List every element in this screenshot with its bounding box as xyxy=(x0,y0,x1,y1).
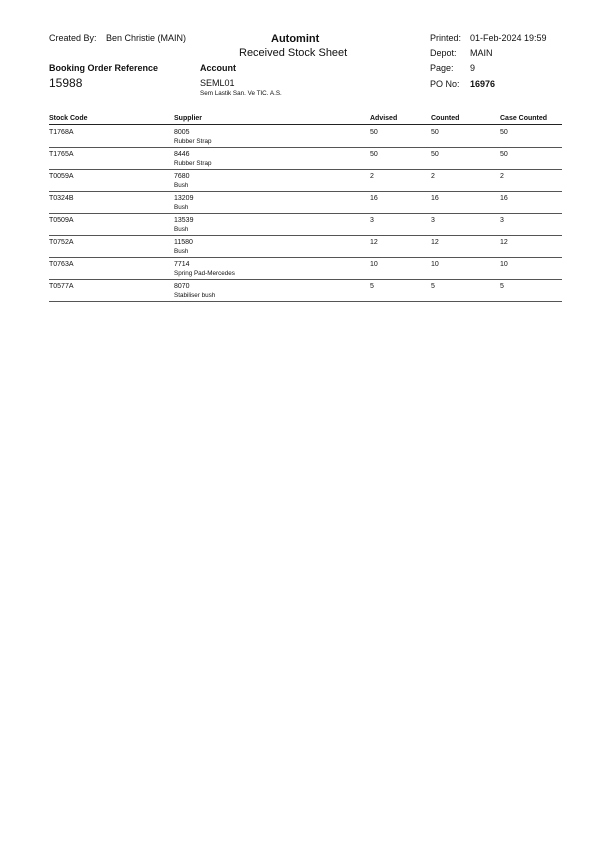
counted-cell: 50 xyxy=(431,129,439,136)
supplier-code-cell: 8005 xyxy=(174,129,190,136)
po-label: PO No: xyxy=(430,79,460,89)
column-header-advised: Advised xyxy=(370,115,398,122)
counted-cell: 12 xyxy=(431,239,439,246)
stock-code-cell: T0059A xyxy=(49,173,74,180)
case-counted-cell: 2 xyxy=(500,173,504,180)
column-header-supplier: Supplier xyxy=(174,115,203,122)
advised-cell: 2 xyxy=(370,173,374,180)
description-cell: Stabiliser bush xyxy=(174,292,216,299)
stock-code-cell: T1765A xyxy=(49,151,74,158)
row-divider xyxy=(49,147,562,148)
supplier-code-cell: 7680 xyxy=(174,173,190,180)
description-cell: Bush xyxy=(174,226,189,233)
description-cell: Spring Pad-Mercedes xyxy=(174,270,235,277)
description-cell: Bush xyxy=(174,248,189,255)
created-by-value: Ben Christie (MAIN) xyxy=(106,33,187,43)
advised-cell: 5 xyxy=(370,283,374,290)
account-label: Account xyxy=(200,63,236,73)
advised-cell: 12 xyxy=(370,239,378,246)
table-header-rule xyxy=(49,124,562,125)
supplier-code-cell: 7714 xyxy=(174,261,190,268)
supplier-code-cell: 13209 xyxy=(174,195,194,202)
counted-cell: 5 xyxy=(431,283,435,290)
stock-code-cell: T0752A xyxy=(49,239,74,246)
advised-cell: 3 xyxy=(370,217,374,224)
case-counted-cell: 10 xyxy=(500,261,508,268)
case-counted-cell: 50 xyxy=(500,129,508,136)
printed-value: 01-Feb-2024 19:59 xyxy=(470,33,547,43)
company-name: Automint xyxy=(271,33,320,45)
account-code: SEML01 xyxy=(200,78,235,88)
column-header-counted: Counted xyxy=(431,115,460,122)
case-counted-cell: 50 xyxy=(500,151,508,158)
counted-cell: 3 xyxy=(431,217,435,224)
case-counted-cell: 12 xyxy=(500,239,508,246)
row-divider xyxy=(49,213,562,214)
supplier-code-cell: 13539 xyxy=(174,217,194,224)
advised-cell: 50 xyxy=(370,151,378,158)
po-value: 16976 xyxy=(470,79,496,89)
counted-cell: 50 xyxy=(431,151,439,158)
counted-cell: 16 xyxy=(431,195,439,202)
case-counted-cell: 5 xyxy=(500,283,504,290)
row-divider xyxy=(49,257,562,258)
report-title: Received Stock Sheet xyxy=(239,47,348,59)
row-divider xyxy=(49,301,562,302)
column-header-case-counted: Case Counted xyxy=(500,115,548,122)
stock-code-cell: T0763A xyxy=(49,261,74,268)
description-cell: Bush xyxy=(174,204,189,211)
depot-value: MAIN xyxy=(470,48,493,58)
description-cell: Rubber Strap xyxy=(174,160,212,167)
description-cell: Rubber Strap xyxy=(174,138,212,145)
row-divider xyxy=(49,169,562,170)
advised-cell: 16 xyxy=(370,195,378,202)
account-name: Sem Lastik San. Ve TIC. A.S. xyxy=(200,90,282,97)
row-divider xyxy=(49,191,562,192)
stock-code-cell: T0509A xyxy=(49,217,74,224)
page-label: Page: xyxy=(430,63,454,73)
stock-code-cell: T0577A xyxy=(49,283,74,290)
printed-label: Printed: xyxy=(430,33,462,43)
column-header-stock-code: Stock Code xyxy=(49,115,88,122)
page-value: 9 xyxy=(470,63,476,73)
advised-cell: 10 xyxy=(370,261,378,268)
advised-cell: 50 xyxy=(370,129,378,136)
description-cell: Bush xyxy=(174,182,189,189)
row-divider xyxy=(49,235,562,236)
created-by-label: Created By: xyxy=(49,33,97,43)
row-divider xyxy=(49,279,562,280)
case-counted-cell: 3 xyxy=(500,217,504,224)
supplier-code-cell: 8446 xyxy=(174,151,190,158)
stock-code-cell: T1768A xyxy=(49,129,74,136)
supplier-code-cell: 8070 xyxy=(174,283,190,290)
supplier-code-cell: 11580 xyxy=(174,239,193,246)
counted-cell: 2 xyxy=(431,173,435,180)
depot-label: Depot: xyxy=(430,48,457,58)
stock-code-cell: T0324B xyxy=(49,195,74,202)
counted-cell: 10 xyxy=(431,261,439,268)
booking-order-value: 15988 xyxy=(49,76,83,90)
booking-order-label: Booking Order Reference xyxy=(49,63,159,73)
case-counted-cell: 16 xyxy=(500,195,508,202)
